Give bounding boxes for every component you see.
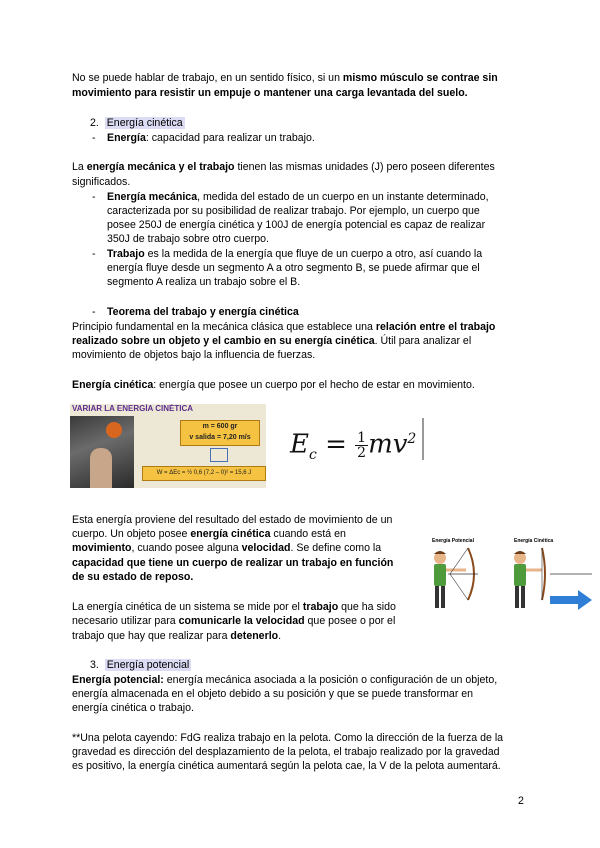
player-silhouette	[90, 448, 112, 488]
kinetic-energy-formula: $E_c$ = $\frac{1}{2}$ $mv^2$	[290, 418, 424, 460]
theorem-line-1: Principio fundamental en la mecánica clásica que establece una relación entre el trabajo	[72, 321, 496, 333]
basketball-icon	[106, 422, 122, 438]
figure-title: VARIAR LA ENERGÍA CINÉTICA	[72, 404, 194, 413]
kinetic-energy-label: Energía Cinética	[514, 538, 554, 544]
work-line-3: segmento A realiza un trabajo sobre el B.	[107, 276, 301, 288]
intro-line-1: No se puede hablar de trabajo, en un sentido físico, si un mismo músculo se contrae sin	[72, 72, 498, 84]
bullet-dash: -	[92, 248, 96, 260]
kinetic-energy-definition: Energía: capacidad para realizar un trabajo.	[107, 132, 315, 144]
compare-line-1: La energía mecánica y el trabajo tienen las mismas unidades (J) pero poseen diferentes	[72, 161, 495, 173]
mechanical-energy-line-4: 350J de trabajo sobre otro cuerpo.	[107, 233, 269, 245]
potential-energy-line-3: energía cinética o trabajo.	[72, 702, 194, 714]
mechanical-energy-line-2: caracterizada por su posibilidad de realizar trabajo. Por ejemplo, un cuerpo que	[107, 205, 480, 217]
potential-energy-line-2: energía almacenada en el objeto debido a su posición y que se puede transformar en	[72, 688, 474, 700]
origin-line-4: capacidad que tiene un cuerpo de realizar un trabajo en función	[72, 557, 394, 569]
ball-line-3: es positivo, la energía cinética aumentará según la pelota cae, la V de la pelota aumentará.	[72, 760, 501, 772]
ball-line-2: gravedad es dirección del desplazamiento de la pelota, el trabajo realizado por la gravedad	[72, 746, 500, 758]
work-line-2: energía fluye desde un segmento A a otro segmento B, se puede afirmar que el	[107, 262, 480, 274]
kinetic-energy-statement: Energía cinética: energía que posee un cuerpo por el hecho de estar en movimiento.	[72, 379, 475, 391]
work-line-1: Trabajo es la medida de la energía que fluye de un cuerpo a otro, así cuando la	[107, 248, 483, 260]
compare-line-2: significados.	[72, 176, 131, 188]
measure-line-1: La energía cinética de un sistema se mide por el trabajo que ha sido	[72, 601, 396, 613]
origin-line-3: movimiento, cuando posee alguna velocidad. Se define como la	[72, 542, 382, 554]
intro-line-2: movimiento para resistir un empuje o mantener una carga levantada del suelo.	[72, 87, 468, 99]
potential-energy-line-1: Energía potencial: energía mecánica asociada a la posición o configuración de un objeto,	[72, 674, 498, 686]
theorem-line-2: realizado sobre un objeto y el cambio en su energía cinética. Útil para analizar el	[72, 335, 472, 347]
origin-line-1: Esta energía proviene del resultado del estado de movimiento de un	[72, 514, 393, 526]
ball-line-1: **Una pelota cayendo: FdG realiza trabajo en la pelota. Como la dirección de la fuerza de la	[72, 732, 504, 744]
section-2-heading: 2. Energía cinética	[90, 117, 183, 129]
origin-line-5: de su estado de reposo.	[72, 571, 194, 583]
figure-data-box: m = 600 gr v salida = 7,20 m/s	[180, 420, 260, 446]
archers-illustration	[418, 536, 594, 622]
measure-line-2: necesario utilizar para comunicarle la velocidad que posee o por el	[72, 615, 396, 627]
archer-energy-figure	[418, 536, 594, 622]
origin-line-2: cuerpo. Un objeto posee energía cinética cuando está en	[72, 528, 346, 540]
theorem-title: Teorema del trabajo y energía cinética	[107, 306, 299, 318]
potential-energy-label: Energía Potencial	[432, 538, 474, 544]
bullet-dash: -	[92, 191, 96, 203]
basketball-kinetic-energy-figure	[70, 404, 266, 488]
theorem-line-3: movimiento de objetos bajo la influencia de fuerzas.	[72, 349, 316, 361]
mechanical-energy-line-3: posee 250J de energía cinética y 100J de energía potencial es capaz de realizar	[107, 219, 486, 231]
measure-line-3: trabajo que hay que realizar para detenerlo.	[72, 630, 282, 642]
mechanical-energy-line-1: Energía mecánica, medida del estado de un cuerpo en un instante determinado,	[107, 191, 489, 203]
figure-result-box: W = ΔEc = ½ 0,6 (7,2 – 0)² = 15,6 J	[142, 466, 266, 481]
section-3-heading: 3. Energía potencial	[90, 659, 190, 671]
bullet-dash: -	[92, 306, 96, 318]
bullet-dash: -	[92, 132, 96, 144]
page-number: 2	[518, 795, 524, 807]
down-arrow-icon	[210, 448, 228, 462]
